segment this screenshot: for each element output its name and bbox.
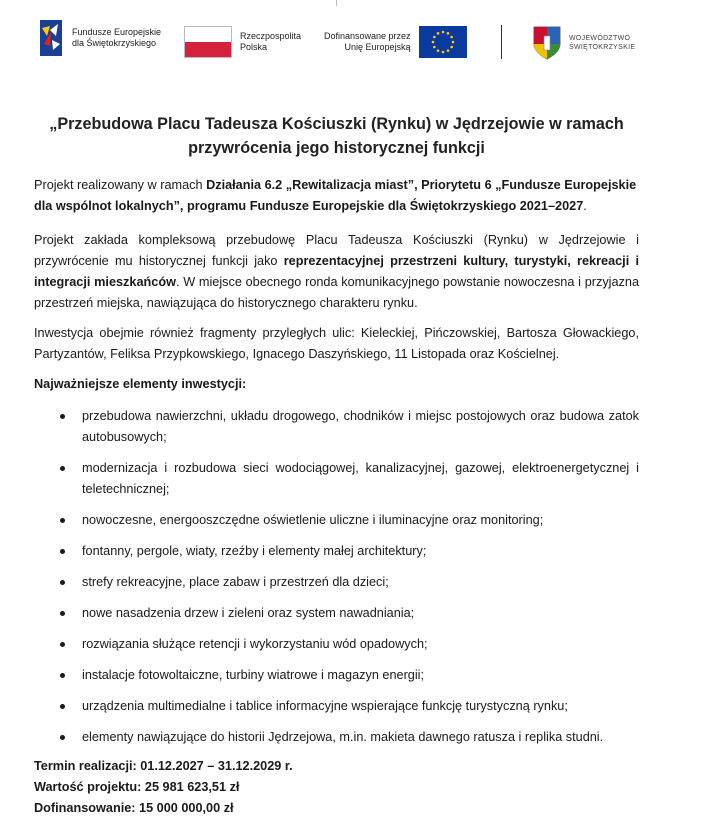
bullet-icon bbox=[60, 735, 65, 740]
header-divider bbox=[501, 25, 502, 59]
list-item: przebudowa nawierzchni, układu drogowego, chodników i miejsc postojowych oraz budowa zatok autobusowych; bbox=[34, 406, 639, 448]
eu-star-icon bbox=[431, 41, 434, 44]
bullet-icon bbox=[60, 414, 65, 419]
eu-star-icon bbox=[446, 32, 449, 35]
ue-logo-text-line1: Dofinansowane przez bbox=[324, 31, 411, 41]
eu-star-icon bbox=[450, 46, 453, 49]
list-item: fontanny, pergole, wiaty, rzeźby i elementy małej architektury; bbox=[34, 541, 639, 562]
elements-heading: Najważniejsze elementy inwestycji: bbox=[34, 377, 247, 391]
document-body bbox=[34, 112, 639, 819]
bullet-icon bbox=[60, 580, 65, 585]
eu-star-icon bbox=[436, 32, 439, 35]
eu-star-icon bbox=[450, 36, 453, 39]
fe-logo-text-line2: dla Świętokrzyskiego bbox=[72, 38, 157, 48]
dofinansowanie: Dofinansowanie: 15 000 000,00 zł bbox=[34, 801, 234, 815]
bullet-icon bbox=[60, 518, 65, 523]
streets-paragraph: Inwestycja obejmie również fragmenty przyległych ulic: Kieleckiej, Pińczowskiej, Bartosza Głowackiego, Partyzantów, Feliksa Przypkowskiego, Ignacego Daszyńskiego, 11 Listopada oraz Kościelnej. bbox=[34, 326, 639, 361]
description-text-1: Projekt zakłada kompleksową przebudowę Placu Tadeusza Kościuszki (Rynku) w Jędrzejowie i przywrócenie mu historycznej funkcji jako bbox=[34, 233, 639, 268]
ws-logo-text-line2: ŚWIĘTOKRZYSKIE bbox=[569, 44, 636, 51]
wojewodztwo-swietokrzyskie-logo bbox=[533, 26, 635, 60]
intro-paragraph bbox=[34, 175, 639, 217]
document-title: „Przebudowa Placu Tadeusza Kościuszki (Rynku) w Jędrzejowie w ramach przywrócenia jego historycznej funkcji bbox=[49, 115, 624, 157]
intro-text-2: . bbox=[583, 199, 587, 213]
ue-logo-text-line2: Unię Europejską bbox=[344, 42, 411, 52]
eu-star-icon bbox=[451, 41, 454, 44]
wartosc-projektu: Wartość projektu: 25 981 623,51 zł bbox=[34, 780, 240, 794]
list-item: elementy nawiązujące do historii Jędrzejowa, m.in. makieta dawnego ratusza i replika studni. bbox=[34, 727, 639, 748]
elements-list bbox=[34, 406, 639, 748]
eu-funding-logo bbox=[324, 26, 467, 58]
list-item: strefy rekreacyjne, place zabaw i przestrzeń dla dzieci; bbox=[34, 572, 639, 593]
eu-star-icon bbox=[433, 36, 436, 39]
description-paragraph bbox=[34, 230, 639, 314]
bullet-icon bbox=[60, 642, 65, 647]
poland-flag-icon bbox=[184, 26, 232, 58]
eu-flag-icon bbox=[419, 26, 467, 58]
description-bold: reprezentacyjnej przestrzeni kultury, turystyki, rekreacji i integracji mieszkańców bbox=[34, 254, 639, 289]
fe-star-icon bbox=[38, 18, 64, 58]
list-item: nowe nasadzenia drzew i zieleni oraz system nawadniania; bbox=[34, 603, 639, 624]
project-summary bbox=[34, 756, 639, 819]
bullet-icon bbox=[60, 466, 65, 471]
eu-star-icon bbox=[441, 31, 444, 34]
list-item: nowoczesne, energooszczędne oświetlenie uliczne i iluminacyjne oraz monitoring; bbox=[34, 510, 639, 531]
rzeczpospolita-polska-logo bbox=[184, 26, 301, 58]
bullet-icon bbox=[60, 673, 65, 678]
description-text-2: . W miejsce obecnego ronda komunikacyjnego powstanie nowoczesna i przyjazna przestrzeń miejska, nawiązująca do historycznego charakteru rynku. bbox=[34, 275, 639, 310]
bullet-icon bbox=[60, 704, 65, 709]
bullet-icon bbox=[60, 549, 65, 554]
logo-bar bbox=[0, 0, 704, 80]
termin-realizacji: Termin realizacji: 01.12.2027 – 31.12.2029 r. bbox=[34, 759, 293, 773]
eu-star-icon bbox=[433, 46, 436, 49]
eu-star-icon bbox=[441, 51, 444, 54]
coat-of-arms-icon bbox=[533, 26, 561, 60]
pl-logo-text-line1: Rzeczpospolita bbox=[240, 31, 302, 41]
eu-star-icon bbox=[436, 49, 439, 52]
list-item: instalacje fotowoltaiczne, turbiny wiatrowe i magazyn energii; bbox=[34, 665, 639, 686]
fe-logo-text-line1: Fundusze Europejskie bbox=[72, 27, 162, 37]
ws-logo-text-line1: WOJEWÓDZTWO bbox=[569, 35, 631, 42]
eu-star-icon bbox=[446, 49, 449, 52]
list-item: modernizacja i rozbudowa sieci wodociągowej, kanalizacyjnej, gazowej, elektroenergetycznej i teletechnicznej; bbox=[34, 458, 639, 500]
intro-program-bold: Działania 6.2 „Rewitalizacja miast”, Priorytetu 6 „Fundusze Europejskie dla wspólnot lokalnych”, programu Fundusze Europejskie dla Świętokrzyskiego 2021–2027 bbox=[34, 178, 637, 213]
list-item: rozwiązania służące retencji i wykorzystaniu wód opadowych; bbox=[34, 634, 639, 655]
pl-logo-text-line2: Polska bbox=[240, 42, 268, 52]
list-item: urządzenia multimedialne i tablice informacyjne wspierające funkcję turystyczną rynku; bbox=[34, 696, 639, 717]
page-edge-mark bbox=[336, 0, 337, 6]
bullet-icon bbox=[60, 611, 65, 616]
intro-text-1: Projekt realizowany w ramach bbox=[34, 178, 207, 192]
fundusze-europejskie-logo bbox=[38, 18, 161, 58]
